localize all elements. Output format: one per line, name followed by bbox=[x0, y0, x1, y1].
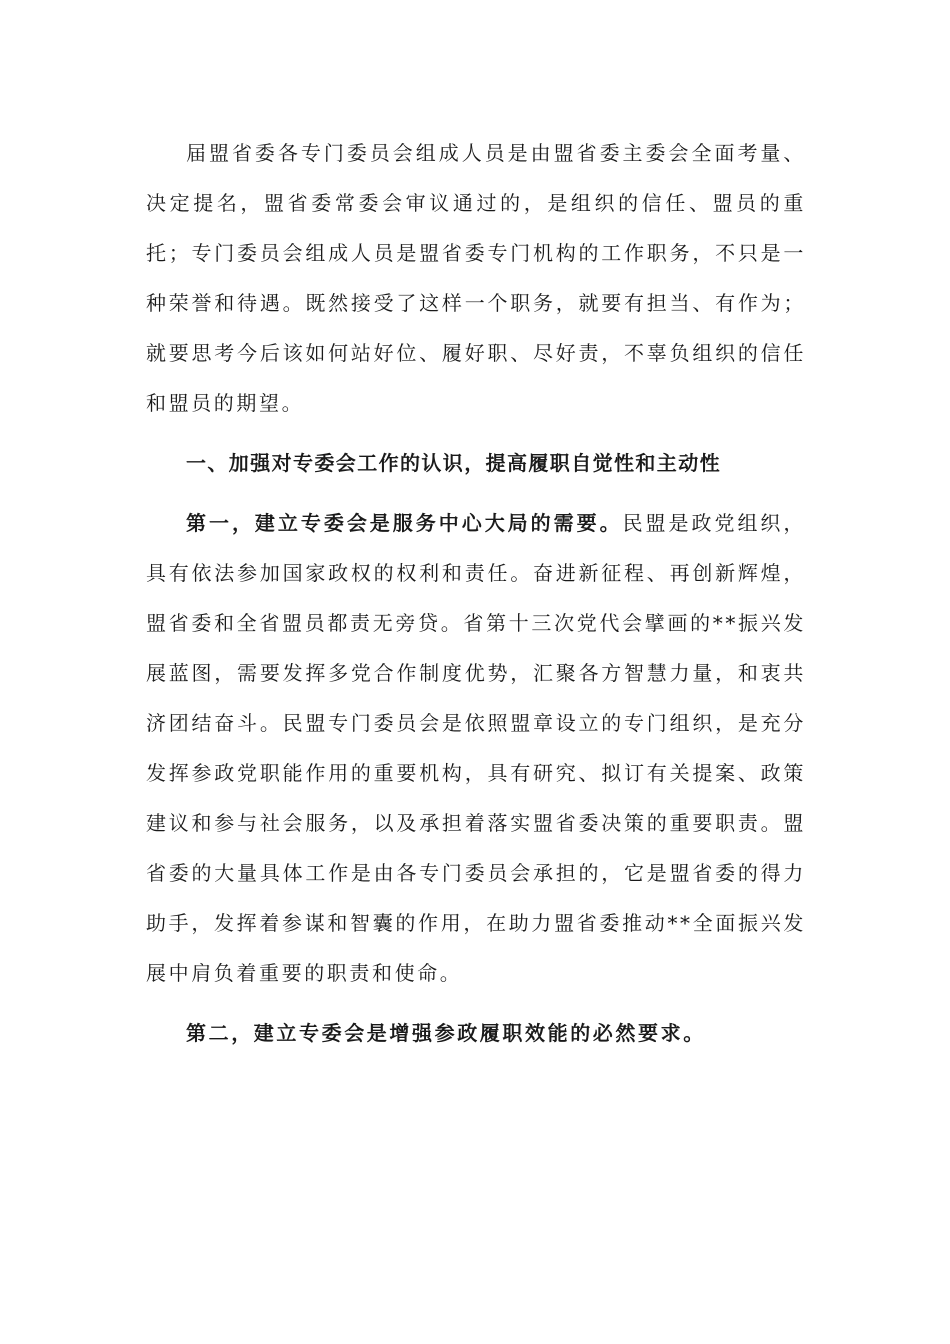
section-heading-1: 一、加强对专委会工作的认识，提高履职自觉性和主动性 bbox=[186, 451, 721, 475]
document-body bbox=[146, 128, 806, 1058]
point-2-lead: 第二，建立专委会是增强参政履职效能的必然要求。 bbox=[186, 1021, 706, 1045]
point-1-body: 民盟是政党组织，具有依法参加国家政权的权利和责任。奋进新征程、再创新辉煌，盟省委和全省盟员都责无旁贷。省第十三次党代会擘画的**振兴发展蓝图，需要发挥多党合作制度优势，汇聚各方智慧力量，和衷共济团结奋斗。民盟专门委员会是依照盟章设立的专门组织，是充分发挥参政党职能作用的重要机构，具有研究、拟订有关提案、政策建议和参与社会服务，以及承担着落实盟省委决策的重要职责。盟省委的大量具体工作是由各专门委员会承担的，它是盟省委的得力助手，发挥着参谋和智囊的作用，在助力盟省委推动**全面振兴发展中肩负着重要的职责和使命。 bbox=[146, 511, 806, 985]
point-1-paragraph bbox=[146, 498, 806, 998]
intro-paragraph: 届盟省委各专门委员会组成人员是由盟省委主委会全面考量、决定提名，盟省委常委会审议通过的，是组织的信任、盟员的重托；专门委员会组成人员是盟省委专门机构的工作职务，不只是一种荣誉和待遇。既然接受了这样一个职务，就要有担当、有作为；就要思考今后该如何站好位、履好职、尽好责，不辜负组织的信任和盟员的期望。 bbox=[146, 141, 806, 415]
point-2-paragraph bbox=[146, 1008, 806, 1058]
point-1-lead: 第一，建立专委会是服务中心大局的需要。 bbox=[186, 511, 623, 535]
